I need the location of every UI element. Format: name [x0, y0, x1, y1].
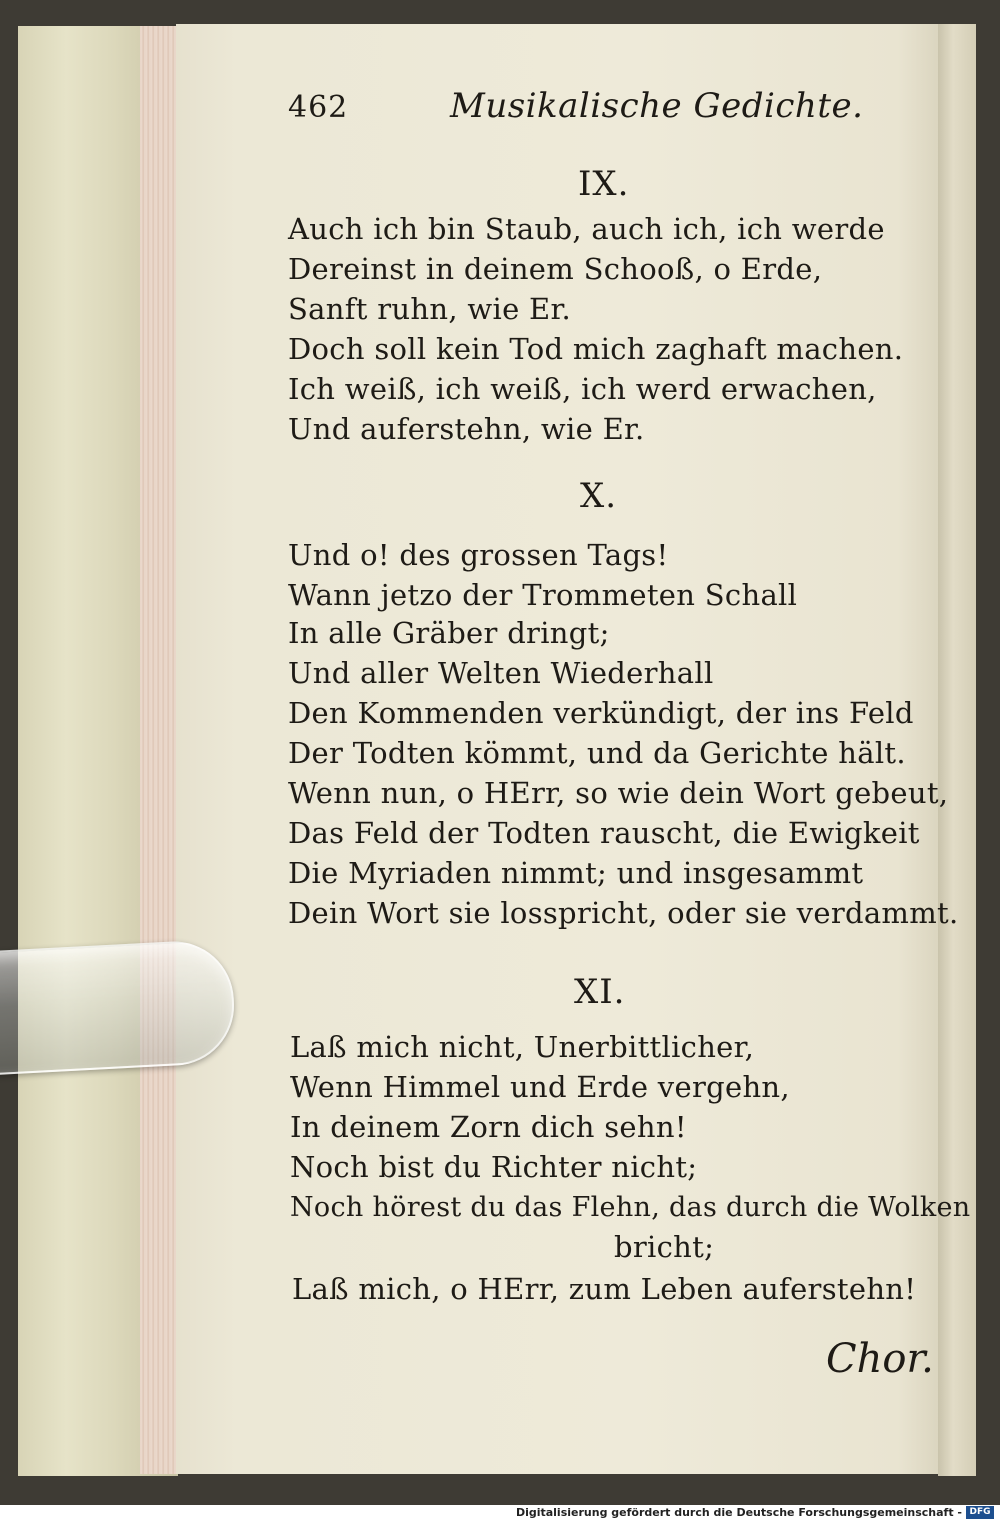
- verse-line: Ich weiß, ich weiß, ich werd erwachen,: [288, 372, 877, 406]
- verse-line: Das Feld der Todten rauscht, die Ewigkeit: [288, 816, 920, 850]
- verse-line: Wenn nun, o HErr, so wie dein Wort gebeut,: [288, 776, 949, 810]
- verse-line: Laß mich, o HErr, zum Leben auferstehn!: [292, 1272, 917, 1306]
- verse-line: Und aller Welten Wiederhall: [288, 656, 714, 690]
- verse-line: Dereinst in deinem Schooß, o Erde,: [288, 252, 823, 286]
- gutter-edge: [938, 24, 976, 1476]
- dfg-logo: DFG: [966, 1506, 994, 1519]
- verse-line: Wenn Himmel und Erde vergehn,: [290, 1070, 790, 1104]
- verse-line: Und o! des grossen Tags!: [288, 538, 669, 572]
- verse-line: Laß mich nicht, Unerbittlicher,: [290, 1030, 755, 1064]
- catchword: Chor.: [826, 1336, 934, 1382]
- section-heading-x: X.: [580, 476, 618, 516]
- verse-line: In alle Gräber dringt;: [288, 616, 610, 650]
- verse-line: Den Kommenden verkündigt, der ins Feld: [288, 696, 914, 730]
- verse-line: Die Myriaden nimmt; und insgesammt: [288, 856, 864, 890]
- glass-page-holder: [0, 938, 237, 1075]
- verse-line: In deinem Zorn dich sehn!: [290, 1110, 687, 1144]
- verse-line: Dein Wort sie losspricht, oder sie verdammt.: [288, 896, 959, 930]
- verse-line: Der Todten kömmt, und da Gerichte hält.: [288, 736, 906, 770]
- verse-line-continuation: bricht;: [614, 1230, 715, 1264]
- verse-line: Auch ich bin Staub, auch ich, ich werde: [288, 212, 885, 246]
- verse-line: Sanft ruhn, wie Er.: [288, 292, 572, 326]
- digitization-credit: Digitalisierung gefördert durch die Deutsche Forschungsgemeinschaft -: [515, 1506, 962, 1519]
- page-edges: [140, 26, 178, 1474]
- verse-line: Doch soll kein Tod mich zaghaft machen.: [288, 332, 904, 366]
- verse-line: Wann jetzo der Trommeten Schall: [288, 578, 798, 612]
- section-heading-xi: XI.: [574, 972, 626, 1012]
- running-head: Musikalische Gedichte.: [450, 86, 864, 126]
- verse-line: Noch bist du Richter nicht;: [290, 1150, 698, 1184]
- section-heading-ix: IX.: [578, 164, 630, 204]
- page-number: 462: [288, 90, 349, 125]
- verse-line: Noch hörest du das Flehn, das durch die Wolken: [290, 1192, 971, 1223]
- verse-line: Und auferstehn, wie Er.: [288, 412, 645, 446]
